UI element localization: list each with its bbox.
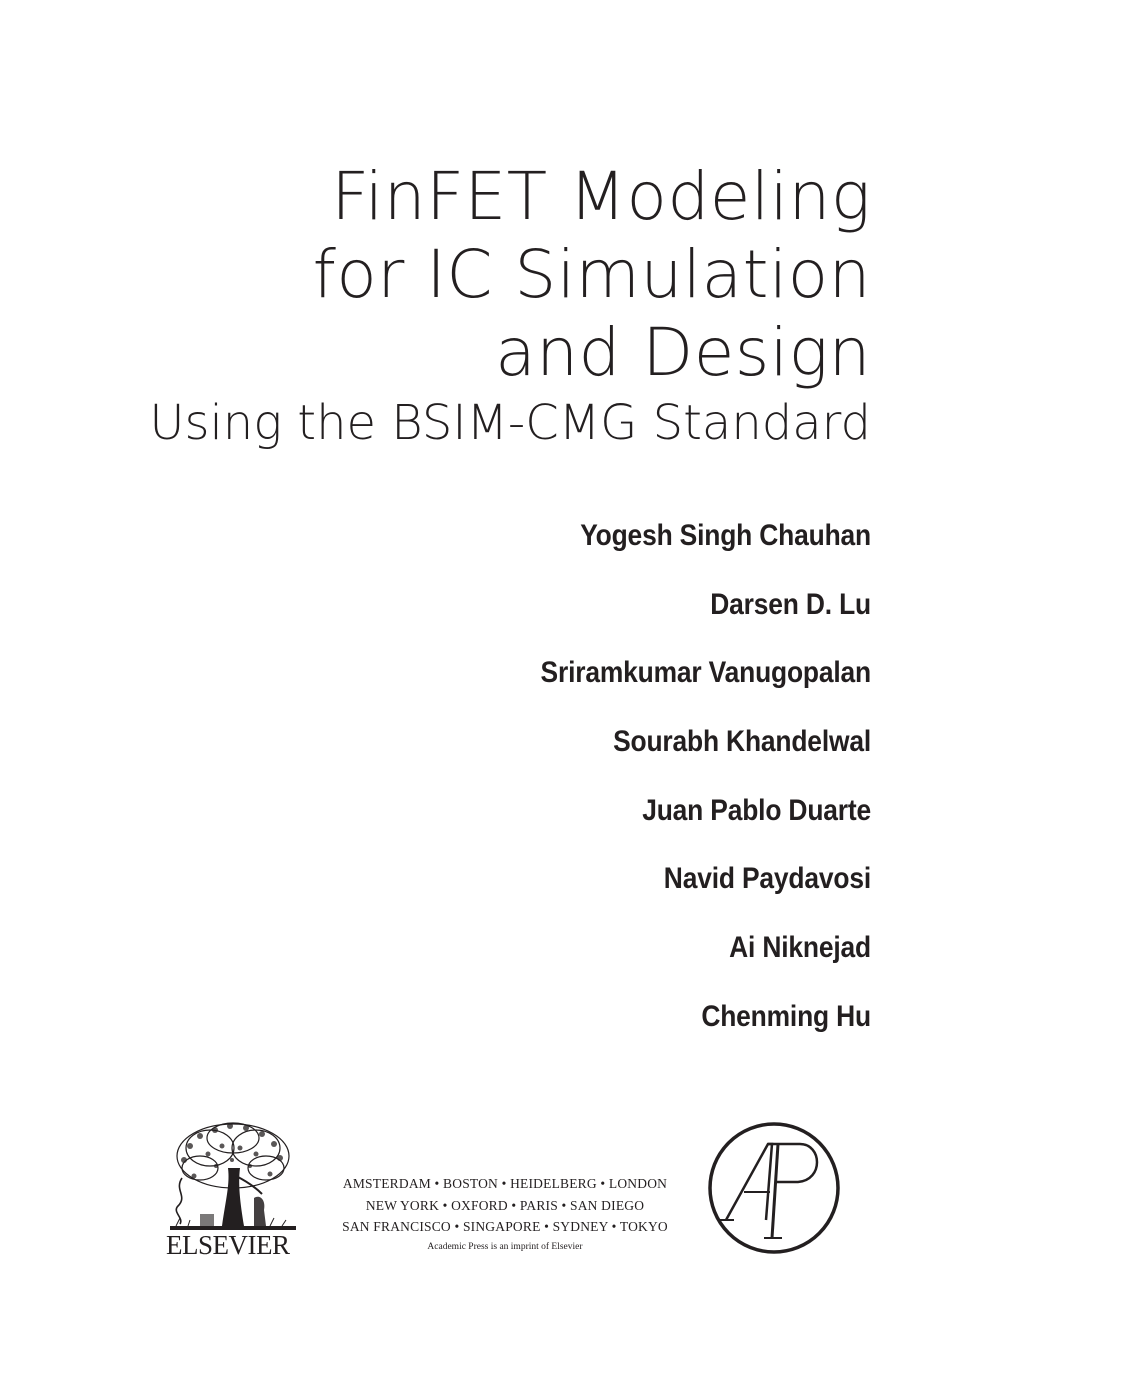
book-title-line-3: and Design bbox=[495, 314, 871, 391]
imprint-note: Academic Press is an imprint of Elsevier bbox=[427, 1241, 583, 1252]
book-title-line-2: for IC Simulation bbox=[312, 236, 871, 313]
elsevier-logo-word: ELSEVIER bbox=[166, 1230, 290, 1260]
author-name: Ai Niknejad bbox=[729, 931, 871, 965]
author-list bbox=[171, 518, 871, 1068]
cities-line-3: SAN FRANCISCO • SINGAPORE • SYDNEY • TOKYO bbox=[342, 1219, 668, 1234]
author-name: Sriramkumar Vanugopalan bbox=[540, 656, 871, 690]
book-subtitle: Using the BSIM-CMG Standard bbox=[149, 395, 871, 451]
author-name: Navid Paydavosi bbox=[663, 862, 871, 896]
book-title-line-1: FinFET Modeling bbox=[331, 158, 871, 235]
academic-press-logo-icon bbox=[706, 1120, 842, 1256]
publisher-cities bbox=[330, 1173, 680, 1256]
author-name: Sourabh Khandelwal bbox=[613, 725, 871, 759]
title-block bbox=[71, 158, 871, 454]
author-name: Yogesh Singh Chauhan bbox=[580, 519, 871, 552]
author-name: Juan Pablo Duarte bbox=[642, 793, 871, 827]
author-name: Chenming Hu bbox=[701, 999, 871, 1033]
cities-line-1: AMSTERDAM • BOSTON • HEIDELBERG • LONDON bbox=[342, 1176, 668, 1191]
author-name: Darsen D. Lu bbox=[710, 587, 871, 621]
cities-line-2: NEW YORK • OXFORD • PARIS • SAN DIEGO bbox=[365, 1197, 645, 1213]
